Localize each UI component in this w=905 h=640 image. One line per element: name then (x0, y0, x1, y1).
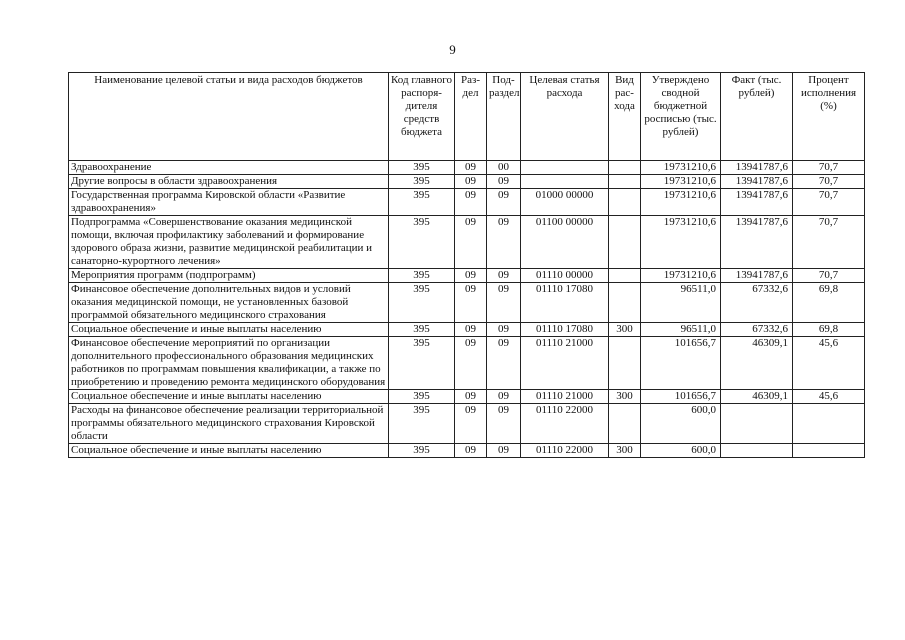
row-expense-type (609, 404, 641, 444)
row-admin-code: 395 (389, 189, 455, 216)
row-percent: 70,7 (793, 189, 865, 216)
row-admin-code: 395 (389, 216, 455, 269)
row-section: 09 (455, 323, 487, 337)
row-name: Здравоохранение (69, 161, 389, 175)
row-subsection: 09 (487, 189, 521, 216)
row-percent: 70,7 (793, 161, 865, 175)
header-subsection: Под-раздел (487, 73, 521, 161)
row-subsection: 09 (487, 216, 521, 269)
row-approved: 96511,0 (641, 323, 721, 337)
row-actual: 13941787,6 (721, 269, 793, 283)
row-target-item (521, 175, 609, 189)
row-admin-code: 395 (389, 390, 455, 404)
row-section: 09 (455, 175, 487, 189)
row-actual (721, 404, 793, 444)
row-percent: 69,8 (793, 323, 865, 337)
header-expense-type: Вид рас-хода (609, 73, 641, 161)
table-row (69, 216, 865, 269)
row-expense-type: 300 (609, 323, 641, 337)
row-expense-type (609, 189, 641, 216)
row-approved: 19731210,6 (641, 161, 721, 175)
row-target-item: 01110 00000 (521, 269, 609, 283)
row-expense-type: 300 (609, 390, 641, 404)
row-percent: 45,6 (793, 337, 865, 390)
row-admin-code: 395 (389, 404, 455, 444)
row-approved: 101656,7 (641, 337, 721, 390)
row-name: Финансовое обеспечение дополнительных видов и условий оказания медицинской помощи, не установленных базовой программой обязательного медицинского страхования (69, 283, 389, 323)
row-approved: 101656,7 (641, 390, 721, 404)
row-subsection: 09 (487, 175, 521, 189)
row-subsection: 09 (487, 337, 521, 390)
header-row (69, 73, 865, 161)
row-percent (793, 444, 865, 458)
row-admin-code: 395 (389, 323, 455, 337)
row-actual: 46309,1 (721, 337, 793, 390)
row-subsection: 09 (487, 283, 521, 323)
row-actual: 13941787,6 (721, 161, 793, 175)
row-section: 09 (455, 189, 487, 216)
row-admin-code: 395 (389, 337, 455, 390)
row-expense-type: 300 (609, 444, 641, 458)
row-admin-code: 395 (389, 175, 455, 189)
row-section: 09 (455, 216, 487, 269)
row-expense-type (609, 283, 641, 323)
header-approved: Утверждено сводной бюджетной росписью (тыс. рублей) (641, 73, 721, 161)
row-section: 09 (455, 161, 487, 175)
row-target-item: 01110 22000 (521, 444, 609, 458)
row-name: Государственная программа Кировской области «Развитие здравоохранения» (69, 189, 389, 216)
table-row (69, 323, 865, 337)
page-number: 9 (449, 42, 456, 57)
row-subsection: 09 (487, 444, 521, 458)
row-actual (721, 444, 793, 458)
row-percent: 70,7 (793, 269, 865, 283)
table-row (69, 283, 865, 323)
header-admin-code: Код главного распоря-дителя средств бюджета (389, 73, 455, 161)
row-subsection: 09 (487, 323, 521, 337)
row-actual: 67332,6 (721, 283, 793, 323)
table-row (69, 337, 865, 390)
row-name: Другие вопросы в области здравоохранения (69, 175, 389, 189)
row-expense-type (609, 269, 641, 283)
row-approved: 600,0 (641, 444, 721, 458)
row-percent: 70,7 (793, 175, 865, 189)
row-admin-code: 395 (389, 283, 455, 323)
row-actual: 13941787,6 (721, 216, 793, 269)
row-approved: 19731210,6 (641, 216, 721, 269)
row-target-item: 01110 22000 (521, 404, 609, 444)
row-name: Социальное обеспечение и иные выплаты населению (69, 323, 389, 337)
row-expense-type (609, 216, 641, 269)
row-section: 09 (455, 283, 487, 323)
budget-execution-table (68, 72, 865, 458)
row-approved: 19731210,6 (641, 175, 721, 189)
row-target-item (521, 161, 609, 175)
row-target-item: 01100 00000 (521, 216, 609, 269)
row-percent: 69,8 (793, 283, 865, 323)
row-expense-type (609, 161, 641, 175)
table-row (69, 404, 865, 444)
row-admin-code: 395 (389, 161, 455, 175)
row-approved: 19731210,6 (641, 189, 721, 216)
row-target-item: 01110 21000 (521, 337, 609, 390)
row-name: Мероприятия программ (подпрограмм) (69, 269, 389, 283)
row-section: 09 (455, 390, 487, 404)
table-row (69, 269, 865, 283)
row-name: Финансовое обеспечение мероприятий по организации дополнительного профессионального образования медицинских работников по программам повышения квалификации, а также по приобретению и проведению ремонта медицинского оборудования (69, 337, 389, 390)
row-actual: 46309,1 (721, 390, 793, 404)
row-target-item: 01110 17080 (521, 283, 609, 323)
row-expense-type (609, 337, 641, 390)
header-section: Раз-дел (455, 73, 487, 161)
row-name: Расходы на финансовое обеспечение реализации территориальной программы обязательного медицинского страхования Кировской области (69, 404, 389, 444)
row-name: Подпрограмма «Совершенствование оказания медицинской помощи, включая профилактику заболеваний и формирование здорового образа жизни, развитие медицинской реабилитации и санаторно-курортного лечения» (69, 216, 389, 269)
table-row (69, 175, 865, 189)
row-percent: 45,6 (793, 390, 865, 404)
row-admin-code: 395 (389, 269, 455, 283)
row-name: Социальное обеспечение и иные выплаты населению (69, 390, 389, 404)
table-row (69, 444, 865, 458)
row-expense-type (609, 175, 641, 189)
row-subsection: 09 (487, 390, 521, 404)
row-percent: 70,7 (793, 216, 865, 269)
row-section: 09 (455, 269, 487, 283)
row-actual: 13941787,6 (721, 175, 793, 189)
row-section: 09 (455, 337, 487, 390)
table-row (69, 161, 865, 175)
row-approved: 600,0 (641, 404, 721, 444)
row-approved: 19731210,6 (641, 269, 721, 283)
row-section: 09 (455, 444, 487, 458)
header-actual: Факт (тыс. рублей) (721, 73, 793, 161)
table-row (69, 390, 865, 404)
row-actual: 67332,6 (721, 323, 793, 337)
row-name: Социальное обеспечение и иные выплаты населению (69, 444, 389, 458)
header-name: Наименование целевой статьи и вида расходов бюджетов (69, 73, 389, 161)
row-section: 09 (455, 404, 487, 444)
row-percent (793, 404, 865, 444)
row-target-item: 01110 21000 (521, 390, 609, 404)
row-actual: 13941787,6 (721, 189, 793, 216)
row-subsection: 09 (487, 269, 521, 283)
row-approved: 96511,0 (641, 283, 721, 323)
row-target-item: 01000 00000 (521, 189, 609, 216)
header-percent: Процент исполнения (%) (793, 73, 865, 161)
table-row (69, 189, 865, 216)
row-subsection: 09 (487, 404, 521, 444)
row-subsection: 00 (487, 161, 521, 175)
row-admin-code: 395 (389, 444, 455, 458)
row-target-item: 01110 17080 (521, 323, 609, 337)
header-target-item: Целевая статья расхода (521, 73, 609, 161)
